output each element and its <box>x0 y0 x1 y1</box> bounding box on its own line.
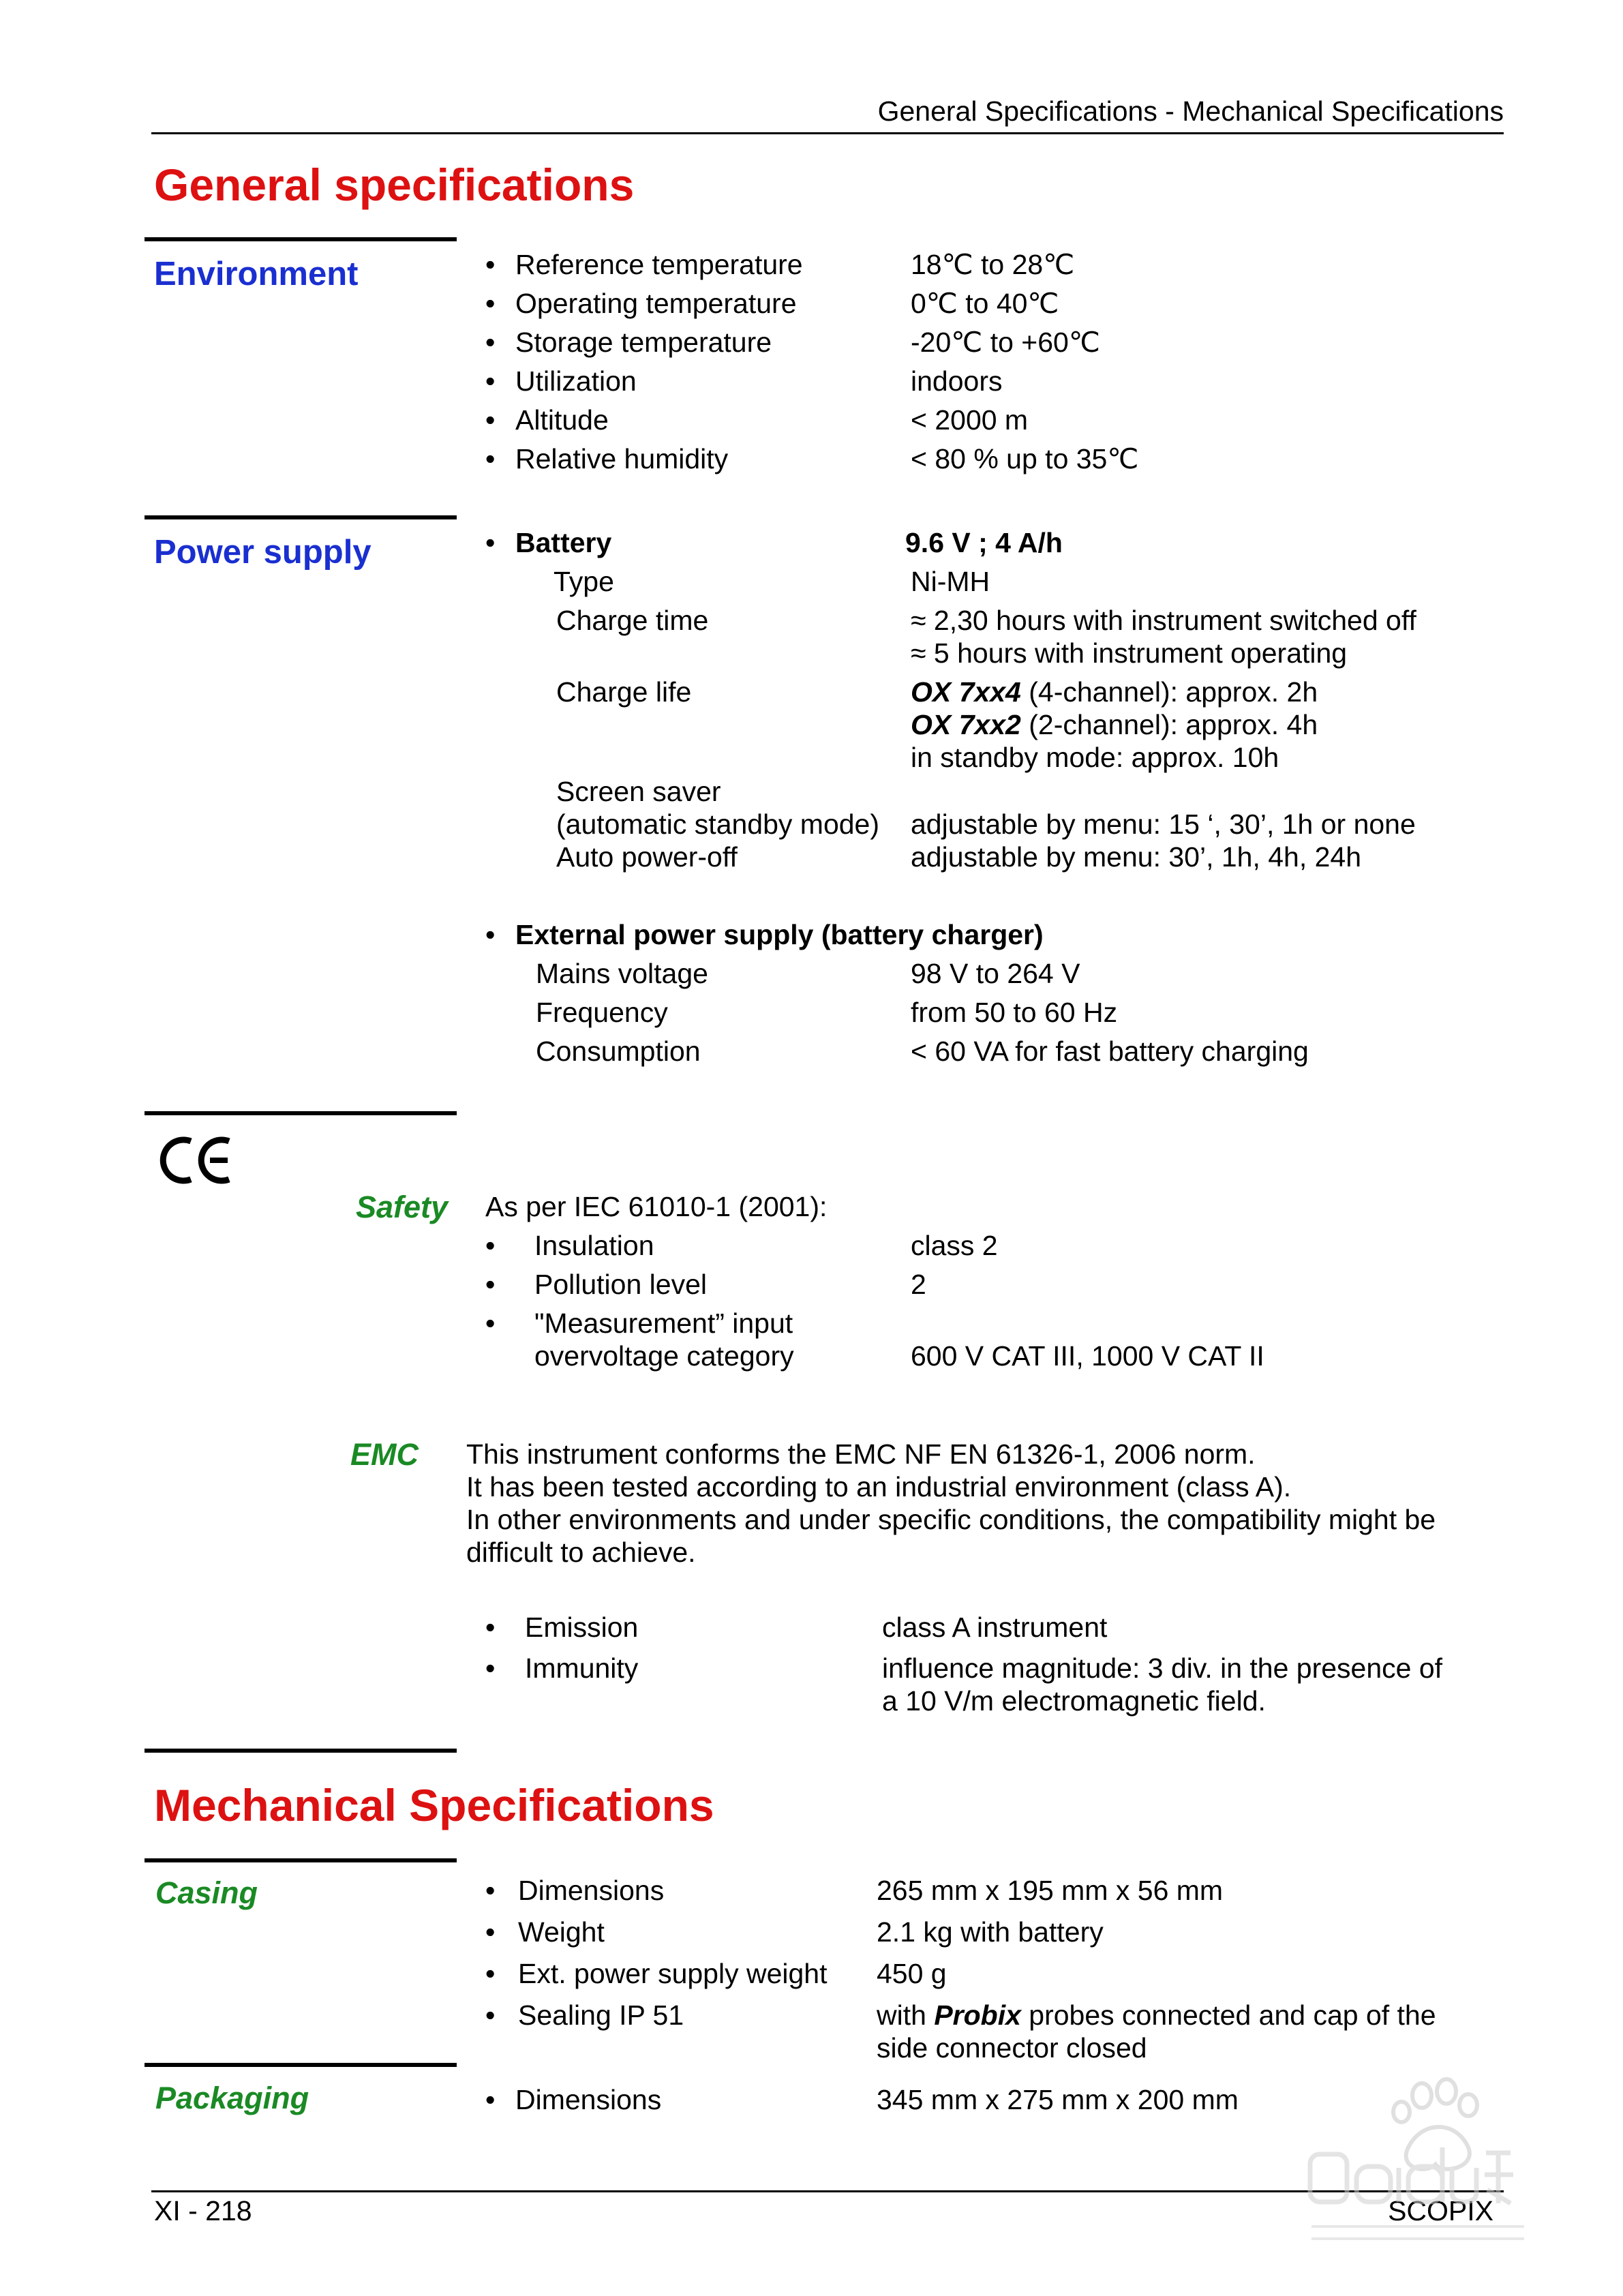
spec-value: 18℃ to 28℃ <box>911 249 1075 280</box>
bullet: • <box>485 404 496 436</box>
auto-power-off-label: Auto power-off <box>556 841 738 873</box>
battery-value: 9.6 V ; 4 A/h <box>905 527 1063 558</box>
model-name: OX 7xx2 <box>911 709 1021 740</box>
spec-name: Ext. power supply weight <box>518 1958 828 1989</box>
emc-text-line: This instrument conforms the EMC NF EN 61326-1, 2006 norm. <box>466 1438 1256 1470</box>
emission-label: Emission <box>525 1612 639 1643</box>
footer-divider <box>151 2190 1504 2192</box>
bullet: • <box>485 288 496 319</box>
emc-text-line: It has been tested according to an industrial environment (class A). <box>466 1471 1292 1502</box>
packaging-label: Packaging <box>155 2081 309 2115</box>
spec-name: Pollution level <box>534 1269 707 1300</box>
spec-value: from 50 to 60 Hz <box>911 997 1118 1028</box>
spec-value: class 2 <box>911 1230 998 1261</box>
spec-name: Insulation <box>534 1230 654 1261</box>
charge-life-label: Charge life <box>556 676 692 708</box>
spec-value: < 60 VA for fast battery charging <box>911 1036 1309 1067</box>
charge-time-value: ≈ 2,30 hours with instrument switched off <box>911 605 1416 636</box>
header-divider <box>151 132 1504 134</box>
charge-life-value: in standby mode: approx. 10h <box>911 742 1279 773</box>
spec-value: 98 V to 264 V <box>911 958 1080 989</box>
spec-value: < 2000 m <box>911 404 1029 436</box>
spec-name: Altitude <box>515 404 609 436</box>
bullet: • <box>485 1875 496 1906</box>
bullet: • <box>485 1652 496 1684</box>
baidu-watermark-logo <box>1306 2072 1531 2250</box>
bullet: • <box>485 919 496 950</box>
bullet: • <box>485 1308 496 1339</box>
power-supply-label: Power supply <box>154 534 371 571</box>
charge-life-value <box>911 708 1318 741</box>
screen-saver-value: adjustable by menu: 15 ‘, 30’, 1h or none <box>911 809 1416 840</box>
spec-value: 450 g <box>877 1958 947 1989</box>
casing-rule <box>145 1858 457 1862</box>
casing-label: Casing <box>155 1875 258 1910</box>
charge-time-value: ≈ 5 hours with instrument operating <box>911 637 1348 669</box>
spec-value: 265 mm x 195 mm x 56 mm <box>877 1875 1224 1906</box>
immunity-label: Immunity <box>525 1652 639 1684</box>
power-supply-rule <box>145 515 457 519</box>
external-supply-label: External power supply (battery charger) <box>515 919 1044 950</box>
type-value: Ni-MH <box>911 566 990 597</box>
spec-name: overvoltage category <box>534 1340 794 1372</box>
sealing-value <box>877 1999 1436 2031</box>
charge-life-value <box>911 676 1318 708</box>
safety-label: Safety <box>356 1190 449 1224</box>
bullet: • <box>485 1999 496 2031</box>
environment-rule <box>145 237 457 241</box>
safety-intro: As per IEC 61010-1 (2001): <box>485 1191 828 1222</box>
packaging-dimensions-label: Dimensions <box>515 2084 662 2115</box>
bullet: • <box>485 527 496 558</box>
bullet: • <box>485 1916 496 1948</box>
sealing-text: probes connected and cap of the <box>1020 1999 1436 2031</box>
bullet: • <box>485 1612 496 1643</box>
bullet: • <box>485 327 496 358</box>
bullet: • <box>485 2084 496 2115</box>
spec-value: 0℃ to 40℃ <box>911 288 1059 319</box>
spec-name: Frequency <box>536 997 668 1028</box>
emc-text-line: In other environments and under specific conditions, the compatibility might be <box>466 1504 1436 1535</box>
mechanical-rule <box>145 1749 457 1753</box>
bullet: • <box>485 1230 496 1261</box>
charge-time-label: Charge time <box>556 605 709 636</box>
product-name: SCOPIX <box>1388 2195 1493 2226</box>
probix-brand: Probix <box>934 1999 1021 2031</box>
spec-name: Reference temperature <box>515 249 803 280</box>
spec-value: 600 V CAT III, 1000 V CAT II <box>911 1340 1264 1372</box>
immunity-value: a 10 V/m electromagnetic field. <box>882 1685 1266 1717</box>
sealing-text: with <box>877 1999 935 2031</box>
spec-value: 2.1 kg with battery <box>877 1916 1104 1948</box>
bullet: • <box>485 1269 496 1300</box>
emc-text-line: difficult to achieve. <box>466 1537 696 1568</box>
spec-name: Operating temperature <box>515 288 797 319</box>
sealing-label: Sealing IP 51 <box>518 1999 684 2031</box>
spec-name: "Measurement” input <box>534 1308 793 1339</box>
battery-label: Battery <box>515 527 612 558</box>
packaging-rule <box>145 2063 457 2067</box>
spec-name: Relative humidity <box>515 443 729 474</box>
spec-value: indoors <box>911 365 1003 397</box>
ce-mark-icon <box>158 1133 233 1188</box>
environment-label: Environment <box>154 256 359 292</box>
general-specifications-title: General specifications <box>154 160 635 210</box>
packaging-dimensions-value: 345 mm x 275 mm x 200 mm <box>877 2084 1239 2115</box>
bullet: • <box>485 365 496 397</box>
auto-power-off-value: adjustable by menu: 30’, 1h, 4h, 24h <box>911 841 1362 873</box>
screen-saver-label: Screen saver <box>556 776 721 807</box>
spec-name: Storage temperature <box>515 327 772 358</box>
type-label: Type <box>553 566 614 597</box>
mechanical-specifications-title: Mechanical Specifications <box>154 1780 714 1830</box>
sealing-value: side connector closed <box>877 2032 1147 2064</box>
page-number: XI - 218 <box>154 2195 252 2226</box>
spec-value: 2 <box>911 1269 926 1300</box>
emc-label: EMC <box>350 1437 419 1472</box>
emission-value: class A instrument <box>882 1612 1108 1643</box>
spec-name: Weight <box>518 1916 605 1948</box>
model-name: OX 7xx4 <box>911 676 1021 708</box>
spec-name: Dimensions <box>518 1875 665 1906</box>
immunity-value: influence magnitude: 3 div. in the presence of <box>882 1652 1443 1684</box>
safety-rule <box>145 1111 457 1115</box>
charge-life-text: (2-channel): approx. 4h <box>1020 709 1318 740</box>
spec-name: Mains voltage <box>536 958 708 989</box>
bullet: • <box>485 249 496 280</box>
spec-value: -20℃ to +60℃ <box>911 327 1100 358</box>
bullet: • <box>485 1958 496 1989</box>
spec-name: Consumption <box>536 1036 701 1067</box>
spec-value: < 80 % up to 35℃ <box>911 443 1139 474</box>
charge-life-text: (4-channel): approx. 2h <box>1020 676 1318 708</box>
spec-name: Utilization <box>515 365 637 397</box>
bullet: • <box>485 443 496 474</box>
screen-saver-sub-label: (automatic standby mode) <box>556 809 880 840</box>
running-header: General Specifications - Mechanical Specifications <box>877 95 1504 127</box>
